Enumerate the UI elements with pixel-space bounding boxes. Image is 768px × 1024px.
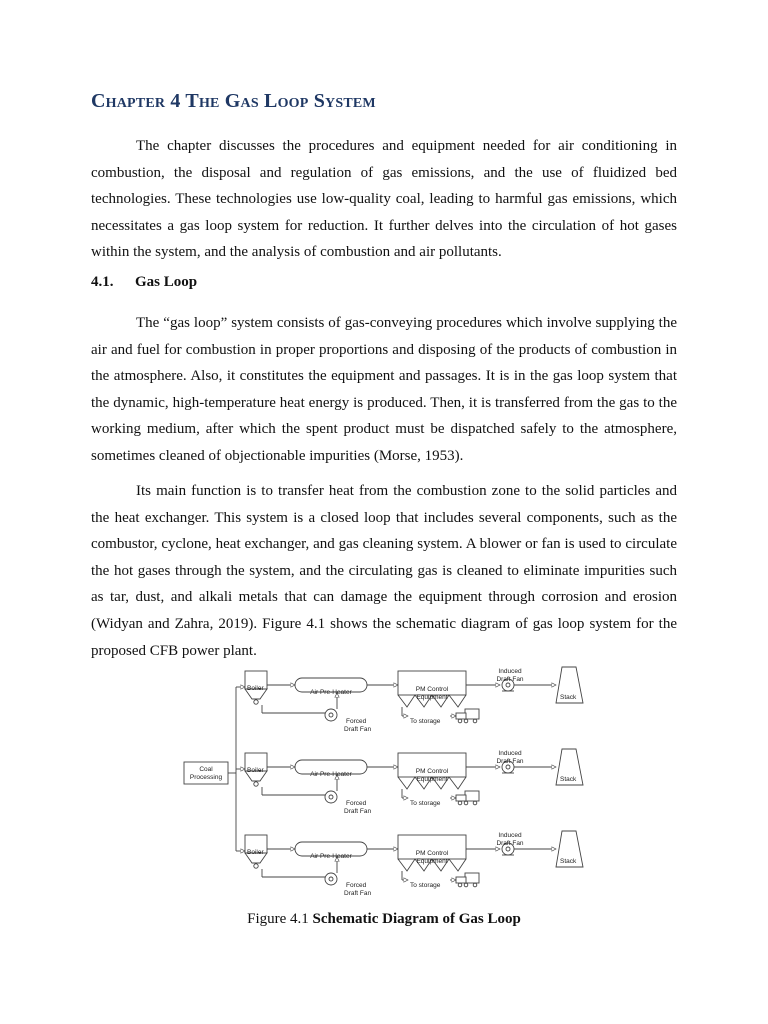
boiler-label: Boiler	[247, 685, 264, 692]
figure-caption	[0, 911, 768, 928]
pm-label-line1: PM Control	[415, 850, 449, 857]
air-preheater-label: Air Pre-Heater	[310, 771, 352, 778]
induced-label-line1: Induced	[498, 668, 522, 675]
pm-label-line2: Equipment	[416, 776, 448, 783]
train-1	[245, 667, 583, 733]
air-preheater-label: Air Pre-Heater	[310, 853, 352, 860]
forced-label-line2: Draft Fan	[344, 890, 372, 897]
induced-label-line2: Draft Fan	[496, 840, 524, 847]
forced-label-line2: Draft Fan	[344, 726, 372, 733]
train-2	[245, 749, 583, 815]
induced-label-line1: Induced	[498, 832, 522, 839]
storage-label: To storage	[410, 882, 441, 889]
induced-label-line2: Draft Fan	[496, 758, 524, 765]
forced-label-line1: Forced	[346, 882, 367, 889]
caption-title: Schematic Diagram of Gas Loop	[312, 911, 521, 927]
chapter-title: Chapter 4 The Gas Loop System	[91, 90, 376, 112]
pm-label-line1: PM Control	[415, 768, 449, 775]
pm-label-line2: Equipment	[416, 694, 448, 701]
section-heading	[91, 274, 197, 291]
storage-label: To storage	[410, 800, 441, 807]
boiler-label: Boiler	[247, 849, 264, 856]
coal-label-line1: Coal	[199, 766, 213, 773]
stack-label: Stack	[560, 694, 577, 701]
forced-label-line1: Forced	[346, 718, 367, 725]
function-paragraph: Its main function is to transfer heat from the combustion zone to the solid particles and the heat exchanger. This system is a closed loop that includes several components, such as the combustor, cyclone, heat exchanger, and gas cleaning system. A blower or fan is used to circulate the hot gases through the system, and the circulating gas is cleaned to eliminate impurities such as tar, dust, and alkali metals that can damage the equipment through corrosion and erosion (Widyan and Zahra, 2019). Figure 4.1 shows the schematic diagram of gas loop system for the proposed CFB power plant.	[91, 483, 677, 659]
coal-label-line2: Processing	[189, 774, 223, 781]
stack-label: Stack	[560, 776, 577, 783]
air-preheater-label: Air Pre-Heater	[310, 689, 352, 696]
train-3	[245, 831, 583, 897]
boiler-label: Boiler	[247, 767, 264, 774]
gas-loop-paragraph: The “gas loop” system consists of gas-conveying procedures which involve supplying the air and fuel for combustion in proper proportions and disposing of the products of combustion in the atmosphere. Also, it constitutes the equipment and passages. It is in the gas loop system that the dynamic, high-temperature heat energy is produced. Then, it is transferred from the gas to the working medium, after which the spent product must be dispatched safely to the atmosphere, sometimes cleaned of objectionable impurities (Morse, 1953).	[91, 315, 677, 464]
stack-label: Stack	[560, 858, 577, 865]
forced-label-line1: Forced	[346, 800, 367, 807]
section-title: Gas Loop	[135, 274, 198, 290]
caption-prefix: Figure 4.1	[247, 911, 309, 927]
forced-label-line2: Draft Fan	[344, 808, 372, 815]
intro-paragraph: The chapter discusses the procedures and equipment needed for air conditioning in combustion, the disposal and regulation of gas emissions, and the use of fluidized bed technologies. These technologies use low-quality coal, leading to harmful gas emissions, which necessitates a gas loop system for reduction. It further delves into the circulation of hot gases within the system, and the analysis of combustion and air pollutants.	[91, 138, 677, 261]
induced-label-line1: Induced	[498, 750, 522, 757]
induced-label-line2: Draft Fan	[496, 676, 524, 683]
pm-label-line2: Equipment	[416, 858, 448, 865]
storage-label: To storage	[410, 718, 441, 725]
section-number: 4.1.	[91, 274, 114, 290]
gas-loop-schematic	[180, 665, 590, 905]
pm-label-line1: PM Control	[415, 686, 449, 693]
